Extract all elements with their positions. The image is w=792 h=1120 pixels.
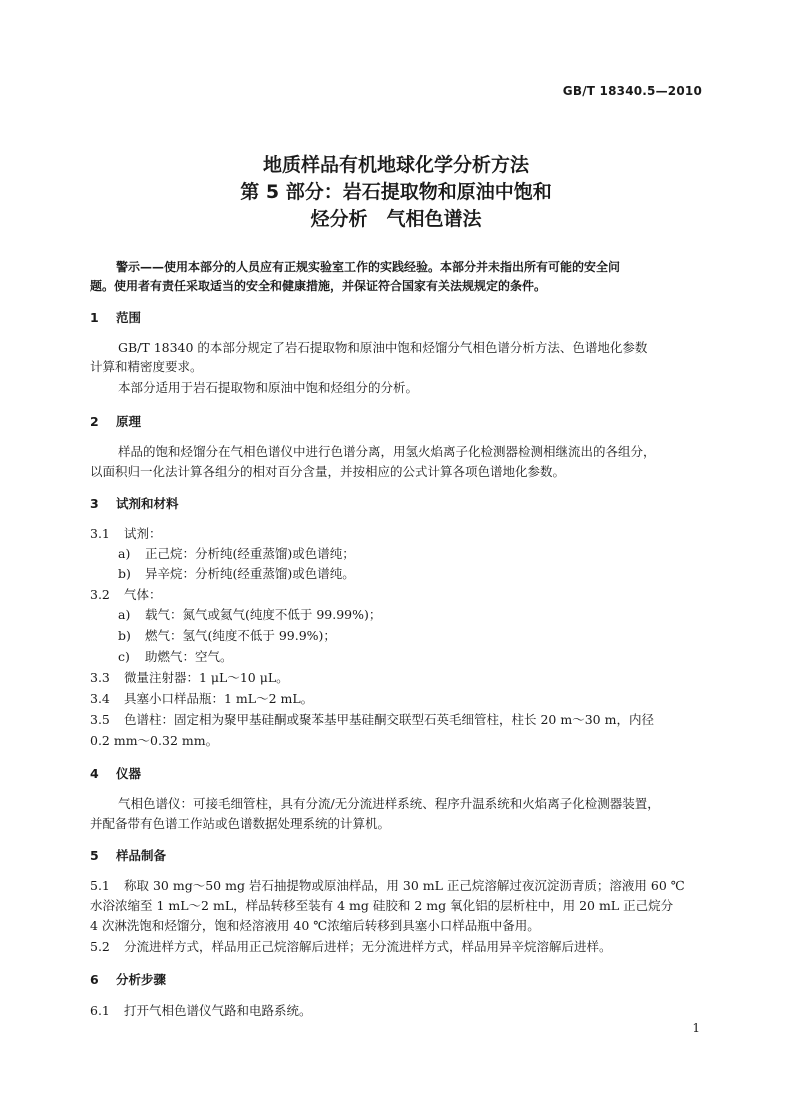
clause-3-1: 3.1 试剂： [90, 526, 162, 541]
section-number: 5 [90, 848, 99, 863]
section-title: 分析步骤 [116, 972, 167, 987]
section-number: 6 [90, 972, 99, 987]
section-4-paragraph: 气相色谱仪：可接毛细管柱，具有分流/无分流进样系统、程序升温系统和火焰离子化检测器装置， [118, 796, 660, 811]
clause-5-1-cont-1: 水浴浓缩至 1 mL～2 mL，样品转移至装有 4 mg 硅胶和 2 mg 氧化铝的层析柱中，用 20 mL 正己烷分 [90, 898, 674, 913]
section-title: 样品制备 [116, 848, 167, 863]
section-number: 1 [90, 310, 99, 325]
section-title: 范围 [116, 310, 142, 325]
section-number: 4 [90, 766, 99, 781]
clause-5-1-cont-2: 4 次淋洗饱和烃馏分，饱和烃溶液用 40 ℃浓缩后转移到具塞小口样品瓶中备用。 [90, 918, 540, 933]
clause-3-2-a: a) 载气：氮气或氦气(纯度不低于 99.99%)； [118, 607, 382, 622]
section-3-heading [90, 494, 179, 512]
warning-line-1: 警示——使用本部分的人员应有正规实验室工作的实践经验。本部分并未指出所有可能的安全问 [116, 260, 621, 274]
clause-3-2-b: b) 燃气：氢气(纯度不低于 99.9%)； [118, 628, 336, 643]
section-1-heading [90, 308, 141, 326]
clause-3-5: 3.5 色谱柱：固定相为聚甲基硅酮或聚苯基甲基硅酮交联型石英毛细管柱，柱长 20 m～30 m，内径 [90, 712, 654, 727]
section-5-heading [90, 846, 166, 864]
section-title: 试剂和材料 [116, 496, 179, 511]
section-2-paragraph-cont: 以面积归一化法计算各组分的相对百分含量，并按相应的公式计算各项色谱地化参数。 [90, 464, 566, 479]
section-1-paragraph: GB/T 18340 的本部分规定了岩石提取物和原油中饱和烃馏分气相色谱分析方法、色谱地化参数 [118, 340, 648, 355]
clause-3-2-c: c) 助燃气：空气。 [118, 649, 233, 664]
section-number: 3 [90, 496, 99, 511]
section-number: 2 [90, 414, 99, 429]
document-title-line-2: 第 5 部分：岩石提取物和原油中饱和 [240, 181, 552, 203]
clause-3-3: 3.3 微量注射器：1 μL～10 μL。 [90, 670, 289, 685]
section-2-paragraph: 样品的饱和烃馏分在气相色谱仪中进行色谱分离，用氢火焰离子化检测器检测相继流出的各组分， [118, 444, 656, 459]
section-title: 仪器 [116, 766, 142, 781]
warning-line-2: 题。使用者有责任采取适当的安全和健康措施，并保证符合国家有关法规规定的条件。 [90, 279, 547, 293]
clause-3-2: 3.2 气体： [90, 587, 162, 602]
section-1-paragraph-cont: 计算和精密度要求。 [90, 359, 203, 374]
document-title-line-3: 烃分析 气相色谱法 [310, 208, 482, 230]
clause-6-1: 6.1 打开气相色谱仪气路和电路系统。 [90, 1003, 312, 1018]
section-2-heading [90, 412, 141, 430]
section-1-paragraph-2: 本部分适用于岩石提取物和原油中饱和烃组分的分析。 [118, 380, 419, 395]
document-title-line-1: 地质样品有机地球化学分析方法 [262, 154, 529, 176]
clause-3-1-b: b) 异辛烷：分析纯(经重蒸馏)或色谱纯。 [118, 566, 355, 581]
page-number: 1 [692, 1021, 700, 1035]
section-4-heading [90, 764, 141, 782]
clause-3-5-cont: 0.2 mm～0.32 mm。 [90, 733, 219, 748]
clause-3-1-a: a) 正己烷：分析纯(经重蒸馏)或色谱纯； [118, 546, 355, 561]
clause-5-1: 5.1 称取 30 mg～50 mg 岩石抽提物或原油样品，用 30 mL 正己烷溶解过夜沉淀沥青质；溶液用 60 ℃ [90, 878, 685, 893]
section-6-heading [90, 970, 166, 988]
clause-5-2: 5.2 分流进样方式，样品用正己烷溶解后进样；无分流进样方式，样品用异辛烷溶解后进样。 [90, 939, 612, 954]
section-4-paragraph-cont: 并配备带有色谱工作站或色谱数据处理系统的计算机。 [90, 816, 391, 831]
standard-number: GB/T 18340.5—2010 [562, 84, 702, 98]
section-title: 原理 [116, 414, 142, 429]
clause-3-4: 3.4 具塞小口样品瓶：1 mL～2 mL。 [90, 691, 314, 706]
